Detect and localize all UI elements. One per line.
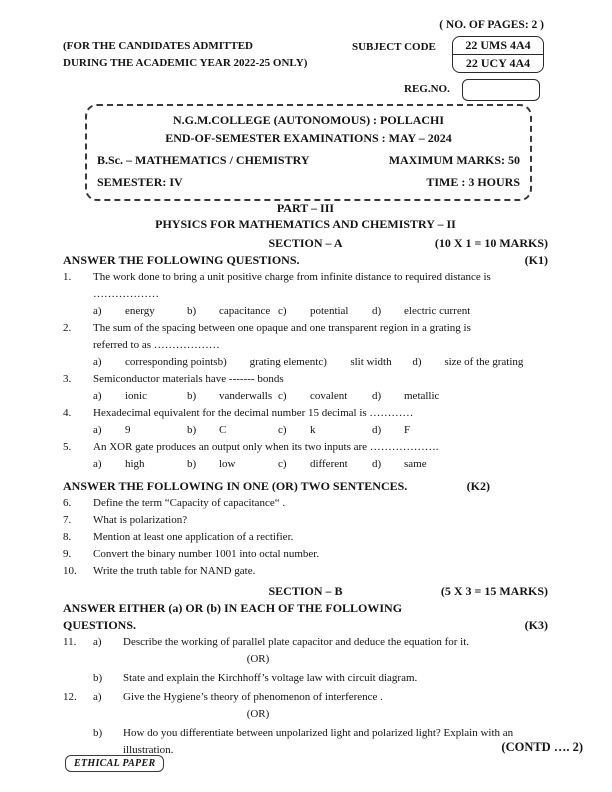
exam-time: TIME : 3 HOURS [426, 175, 520, 189]
sub-label-b: b) [93, 672, 103, 684]
question-11a [63, 634, 548, 651]
options-row [93, 422, 548, 439]
option-text: capacitance [219, 305, 271, 317]
sub-label-a: a) [93, 691, 102, 703]
question-number: 2. [63, 322, 72, 334]
question-number: 1. [63, 271, 72, 283]
question-text: State and explain the Kirchhoff’s voltage law with circuit diagram. [123, 672, 418, 684]
option-label: c) [318, 356, 327, 368]
option [93, 456, 187, 473]
question-number: 7. [63, 514, 72, 526]
option [187, 388, 278, 405]
option [218, 354, 319, 371]
question-12b [63, 725, 548, 759]
question-text: What is polarization? [93, 514, 188, 526]
subject-code-1: 22 UMS 4A4 [465, 38, 531, 52]
question-text-cont: ……………… [93, 288, 159, 300]
option [93, 354, 218, 371]
option-text: metallic [404, 390, 440, 402]
section-a-instruction: ANSWER THE FOLLOWING QUESTIONS. [63, 253, 300, 267]
semester: SEMESTER: IV [97, 175, 183, 189]
question-number: 3. [63, 373, 72, 385]
section-a-title: SECTION – A [268, 236, 343, 250]
question-text: Describe the working of parallel plate capacitor and deduce the equation for it. [123, 636, 470, 648]
section-a-instruction-row [63, 252, 548, 269]
question-text: Define the term “Capacity of capacitance“ . [93, 497, 286, 509]
options-row [93, 456, 548, 473]
option [278, 303, 372, 320]
exam-header-box [85, 104, 532, 201]
option-text: low [219, 458, 236, 470]
option-label: c) [278, 305, 287, 317]
section-b-title: SECTION – B [268, 584, 343, 598]
question-text: Semiconductor materials have ------- bonds [93, 373, 284, 385]
section-a-header [63, 235, 548, 252]
question-11b [63, 670, 548, 687]
option-text: covalent [310, 390, 348, 402]
college-name: N.G.M.COLLEGE (AUTONOMOUS) : POLLACHI [172, 113, 445, 127]
k2-instruction-row [63, 478, 548, 495]
or-separator: (OR) [246, 708, 270, 720]
option-label: c) [278, 424, 287, 436]
subject-code-label: SUBJECT CODE [352, 41, 436, 53]
question-10 [63, 563, 548, 580]
question-text: How do you differentiate between unpolarized light and polarized light? Explain with an illustration. [123, 727, 514, 756]
option-label: a) [93, 458, 102, 470]
option-text: F [404, 424, 411, 436]
option-label: b) [187, 458, 197, 470]
question-text: An XOR gate produces an output only when its two inputs are ………………. [93, 441, 439, 453]
k3-badge: (K3) [524, 618, 548, 632]
question-1 [63, 269, 548, 320]
section-b-header [63, 583, 548, 600]
question-text: The sum of the spacing between one opaque and one transparent region in a grating is [93, 322, 471, 334]
option [372, 456, 427, 473]
option [372, 388, 439, 405]
question-number: 5. [63, 441, 72, 453]
question-number: 12. [63, 691, 77, 703]
question-number: 8. [63, 531, 72, 543]
contd-note: (CONTD …. 2) [501, 740, 583, 754]
options-row [93, 388, 548, 405]
option [187, 422, 278, 439]
question-text: Hexadecimal equivalent for the decimal number 15 decimal is ………… [93, 407, 414, 419]
options-row [93, 303, 548, 320]
candidates-admitted-note [63, 38, 307, 72]
option-text: different [310, 458, 348, 470]
question-number: 6. [63, 497, 72, 509]
option [412, 354, 523, 371]
subject-code-2: 22 UCY 4A4 [453, 54, 543, 72]
subject-code-box [452, 36, 544, 73]
option-text: electric current [404, 305, 471, 317]
reg-no-label: REG.NO. [404, 83, 450, 95]
option-text: k [310, 424, 316, 436]
question-number: 10. [63, 565, 77, 577]
option-text: 9 [125, 424, 131, 436]
sub-label-b: b) [93, 727, 103, 739]
option [93, 422, 187, 439]
k2-instruction: ANSWER THE FOLLOWING IN ONE (OR) TWO SENTENCES. [63, 479, 408, 493]
option-label: a) [93, 356, 102, 368]
question-3 [63, 371, 548, 405]
option [318, 354, 412, 371]
option [372, 303, 470, 320]
paper-title: PHYSICS FOR MATHEMATICS AND CHEMISTRY – II [155, 217, 456, 231]
section-b-instruction-line1: ANSWER EITHER (a) OR (b) IN EACH OF THE FOLLOWING [63, 601, 403, 615]
question-9 [63, 546, 548, 563]
question-7 [63, 512, 548, 529]
option-text: grating element [249, 356, 319, 368]
question-4 [63, 405, 548, 439]
option [278, 388, 372, 405]
option-label: c) [278, 458, 287, 470]
option-label: a) [93, 424, 102, 436]
or-separator: (OR) [246, 653, 270, 665]
ethical-paper-badge: ETHICAL PAPER [65, 755, 164, 772]
question-text: Mention at least one application of a rectifier. [93, 531, 294, 543]
question-text: Convert the binary number 1001 into octal number. [93, 548, 320, 560]
question-2 [63, 320, 548, 371]
option-label: d) [372, 458, 382, 470]
sub-label-a: a) [93, 636, 102, 648]
section-a-marks: (10 X 1 = 10 MARKS) [434, 236, 548, 250]
question-number: 9. [63, 548, 72, 560]
option [187, 303, 278, 320]
k2-badge: (K2) [466, 479, 490, 493]
max-marks: MAXIMUM MARKS: 50 [388, 153, 520, 167]
no-of-pages-note: ( NO. OF PAGES: 2 ) [439, 19, 544, 31]
option-text: size of the grating [444, 356, 524, 368]
exam-session: END-OF-SEMESTER EXAMINATIONS : MAY – 2024 [165, 131, 452, 145]
option-label: b) [217, 356, 227, 368]
paper-body [63, 200, 548, 759]
option-label: d) [372, 424, 382, 436]
question-6 [63, 495, 548, 512]
option [278, 456, 372, 473]
option [93, 303, 187, 320]
question-text: Write the truth table for NAND gate. [93, 565, 256, 577]
option-label: b) [187, 390, 197, 402]
option-text: vanderwalls [219, 390, 273, 402]
part-title: PART – III [276, 201, 335, 215]
candidates-admitted-line2: DURING THE ACADEMIC YEAR 2022-25 ONLY) [63, 57, 308, 69]
option-label: d) [372, 305, 382, 317]
reg-no-box [462, 79, 540, 101]
question-text: The work done to bring a unit positive charge from infinite distance to required distance is [93, 271, 491, 283]
option-label: a) [93, 390, 102, 402]
course-name: B.Sc. – MATHEMATICS / CHEMISTRY [97, 153, 310, 167]
option-label: d) [412, 356, 422, 368]
question-text: Give the Hygiene’s theory of phenomenon of interference . [123, 691, 383, 703]
option [372, 422, 410, 439]
question-number: 4. [63, 407, 72, 419]
options-row [93, 354, 548, 371]
option-text: C [219, 424, 227, 436]
section-b-instruction-line2-row [63, 617, 548, 634]
question-5 [63, 439, 548, 473]
option [278, 422, 372, 439]
option-label: c) [278, 390, 287, 402]
option-label: a) [93, 305, 102, 317]
k1-badge: (K1) [524, 253, 548, 267]
option-label: b) [187, 424, 197, 436]
option-text: ionic [125, 390, 147, 402]
option [93, 388, 187, 405]
question-12a [63, 689, 548, 706]
option-label: b) [187, 305, 197, 317]
option-text: high [125, 458, 145, 470]
question-8 [63, 529, 548, 546]
option-text: potential [310, 305, 349, 317]
option-text: slit width [350, 356, 392, 368]
option-label: d) [372, 390, 382, 402]
option-text: energy [125, 305, 155, 317]
option-text: corresponding points [125, 356, 218, 368]
section-b-instruction-line2: QUESTIONS. [63, 618, 137, 632]
option [187, 456, 278, 473]
candidates-admitted-line1: (FOR THE CANDIDATES ADMITTED [63, 40, 253, 52]
question-number: 11. [63, 636, 77, 648]
question-text-cont: referred to as ……………… [93, 339, 220, 351]
section-b-marks: (5 X 3 = 15 MARKS) [440, 584, 548, 598]
option-text: same [404, 458, 427, 470]
